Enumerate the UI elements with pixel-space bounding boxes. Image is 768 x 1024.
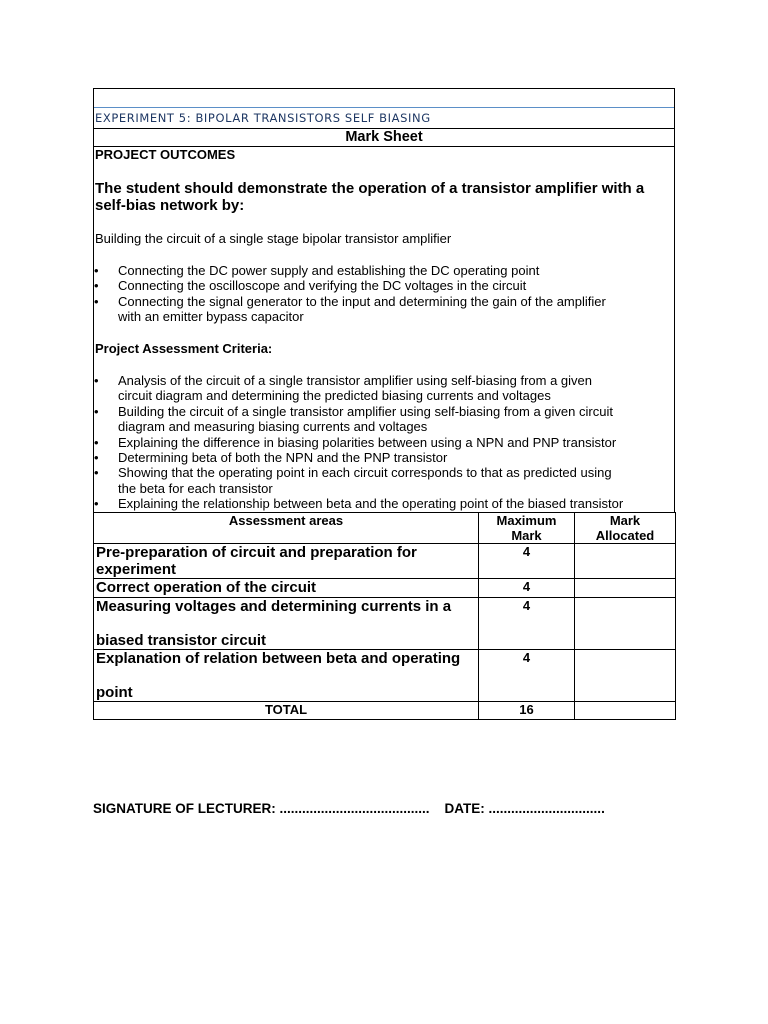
table-row	[94, 544, 676, 579]
list-item-text: Showing that the operating point in each circuit corresponds to that as predicted using	[118, 465, 612, 481]
max-mark-cell: 4	[479, 598, 575, 650]
list-item	[93, 294, 675, 325]
list-item	[93, 278, 675, 293]
bullet-icon: •	[94, 403, 99, 419]
list-item-text: Explaining the difference in biasing polarities between using a NPN and PNP transistor	[118, 434, 617, 450]
total-row	[94, 702, 676, 720]
table-header-row	[94, 513, 676, 544]
list-item	[93, 496, 675, 511]
mark-allocated-cell[interactable]	[575, 598, 676, 650]
list-item	[93, 373, 675, 404]
list-item	[93, 435, 675, 450]
date-label: DATE: ...............................	[444, 801, 605, 816]
outcomes-heading: PROJECT OUTCOMES	[95, 147, 236, 162]
max-mark-cell: 4	[479, 579, 575, 598]
header-areas: Assessment areas	[94, 513, 479, 544]
max-mark-cell: 4	[479, 544, 575, 579]
list-item	[93, 263, 675, 278]
list-item-text: Connecting the oscilloscope and verifying the DC voltages in the circuit	[118, 278, 527, 294]
list-item-text: Analysis of the circuit of a single transistor amplifier using self-biasing from a given	[118, 373, 592, 388]
list-item-text: Connecting the signal generator to the input and determining the gain of the amplifier	[118, 293, 606, 309]
list-item-text: circuit diagram and determining the predicted biasing currents and voltages	[118, 388, 551, 404]
table-row	[94, 650, 676, 702]
list-item-text: Determining beta of both the NPN and the PNP transistor	[118, 450, 448, 466]
lecturer-signature-label: SIGNATURE OF LECTURER: ........................................	[93, 801, 430, 816]
signature-line	[93, 801, 605, 816]
mark-allocated-cell[interactable]	[575, 579, 676, 598]
criteria-heading: Project Assessment Criteria:	[95, 341, 273, 356]
area-cell: Measuring voltages and determining currents in a biased transistor circuit	[94, 598, 479, 650]
title-rule	[94, 107, 674, 108]
total-value: 16	[479, 702, 575, 720]
bullet-icon: •	[94, 450, 99, 466]
outcomes-intro: Building the circuit of a single stage bipolar transistor amplifier	[95, 231, 452, 246]
max-mark-cell: 4	[479, 650, 575, 702]
area-cell: Explanation of relation between beta and operating point	[94, 650, 479, 702]
header-max-mark: Maximum Mark	[479, 513, 575, 544]
list-item	[93, 465, 675, 496]
header-mark-allocated: Mark Allocated	[575, 513, 676, 544]
table-row	[94, 579, 676, 598]
assessment-table	[93, 512, 676, 720]
criteria-list	[93, 373, 675, 512]
total-allocated-cell[interactable]	[575, 702, 676, 720]
area-cell: Correct operation of the circuit	[94, 579, 479, 598]
bullet-icon: •	[94, 293, 99, 309]
outcomes-list	[93, 263, 675, 325]
outcomes-lead-line-1: The student should demonstrate the operation of a transistor amplifier with a	[95, 180, 645, 197]
list-item-text: Building the circuit of a single transistor amplifier using self-biasing from a given circuit	[118, 403, 613, 419]
list-item	[93, 404, 675, 435]
list-item-text: the beta for each transistor	[118, 480, 273, 496]
bullet-icon: •	[94, 465, 99, 481]
mark-allocated-cell[interactable]	[575, 544, 676, 579]
table-row	[94, 598, 676, 650]
experiment-title: EXPERIMENT 5: BIPOLAR TRANSISTORS SELF BIASING	[95, 111, 431, 125]
bullet-icon: •	[94, 496, 99, 512]
list-item	[93, 450, 675, 465]
list-item-text: Explaining the relationship between beta and the operating point of the biased transistor	[118, 496, 624, 512]
bullet-icon: •	[94, 263, 99, 278]
outcomes-lead-line-2: self-bias network by:	[95, 197, 245, 214]
list-item-text: diagram and measuring biasing currents and voltages	[118, 419, 428, 435]
list-item-text: Connecting the DC power supply and establishing the DC operating point	[118, 263, 540, 278]
bullet-icon: •	[94, 434, 99, 450]
total-label: TOTAL	[94, 702, 479, 720]
area-cell: Pre-preparation of circuit and preparation for experiment	[94, 544, 479, 579]
sheet-title: Mark Sheet	[345, 129, 423, 145]
bullet-icon: •	[94, 373, 99, 388]
mark-sheet-form	[93, 88, 675, 719]
mark-allocated-cell[interactable]	[575, 650, 676, 702]
bullet-icon: •	[94, 278, 99, 294]
list-item-text: with an emitter bypass capacitor	[118, 309, 304, 325]
